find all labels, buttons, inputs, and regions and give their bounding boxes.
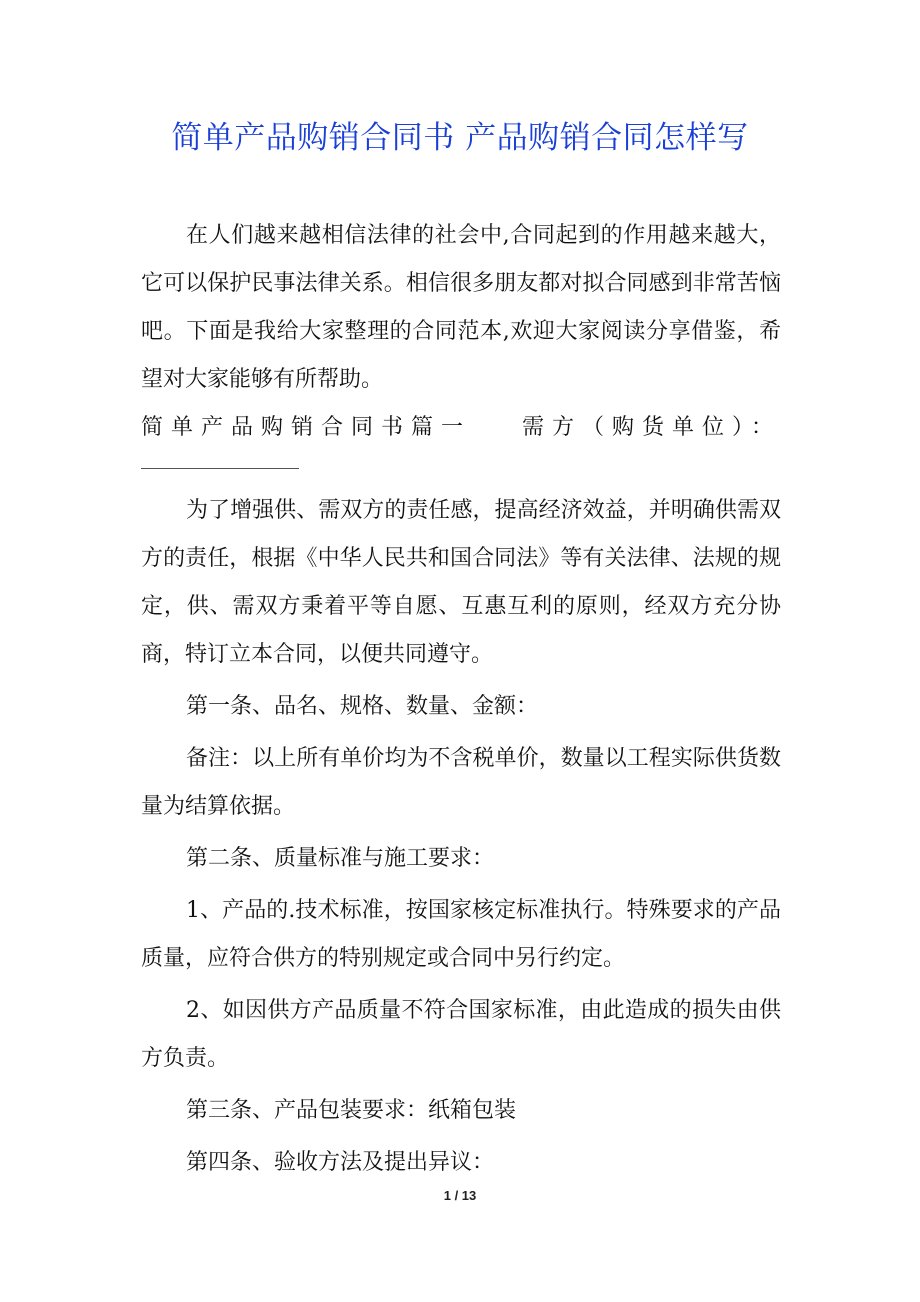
paragraph-article-4: 第四条、验收方法及提出异议：	[186, 1150, 495, 1175]
document-title: 简单产品购销合同书 产品购销合同怎样写	[171, 120, 749, 156]
intro-paragraph: 在人们越来越相信法律的社会中,合同起到的作用越来越大，它可以保护民事法律关系。相信很多朋友都对拟合同感到非常苦恼吧。下面是我给大家整理的合同范本,欢迎大家阅读分享借鉴，希望对大家能够有所帮助。	[141, 223, 781, 392]
paragraph-remark: 备注：以上所有单价均为不含税单价，数量以工程实际供货数量为结算依据。	[141, 746, 781, 819]
paragraph-purpose: 为了增强供、需双方的责任感，提高经济效益，并明确供需双方的责任，根据《中华人民共和国合同法》等有关法律、法规的规定，供、需双方秉着平等自愿、互惠互利的原则，经双方充分协商，特订立本合同，以便共同遵守。	[141, 498, 781, 667]
document-body	[141, 212, 781, 1187]
paragraph-article-1: 第一条、品名、规格、数量、金额：	[186, 694, 539, 719]
page-number: 1 / 13	[443, 1188, 477, 1203]
signature-underline	[141, 468, 299, 469]
section-heading	[141, 404, 781, 452]
paragraph-article-3: 第三条、产品包装要求：纸箱包装	[186, 1098, 517, 1123]
paragraph-clause-1: 1、产品的.技术标准，按国家核定标准执行。特殊要求的产品质量，应符合供方的特别规定或合同中另行约定。	[141, 898, 781, 971]
section-heading-right: 需方（购货单位）：	[521, 415, 781, 440]
paragraph-article-2: 第二条、质量标准与施工要求：	[186, 846, 495, 871]
section-heading-left: 简单产品购销合同书篇一	[141, 415, 472, 440]
paragraph-clause-2: 2、如因供方产品质量不符合国家标准，由此造成的损失由供方负责。	[141, 998, 781, 1071]
